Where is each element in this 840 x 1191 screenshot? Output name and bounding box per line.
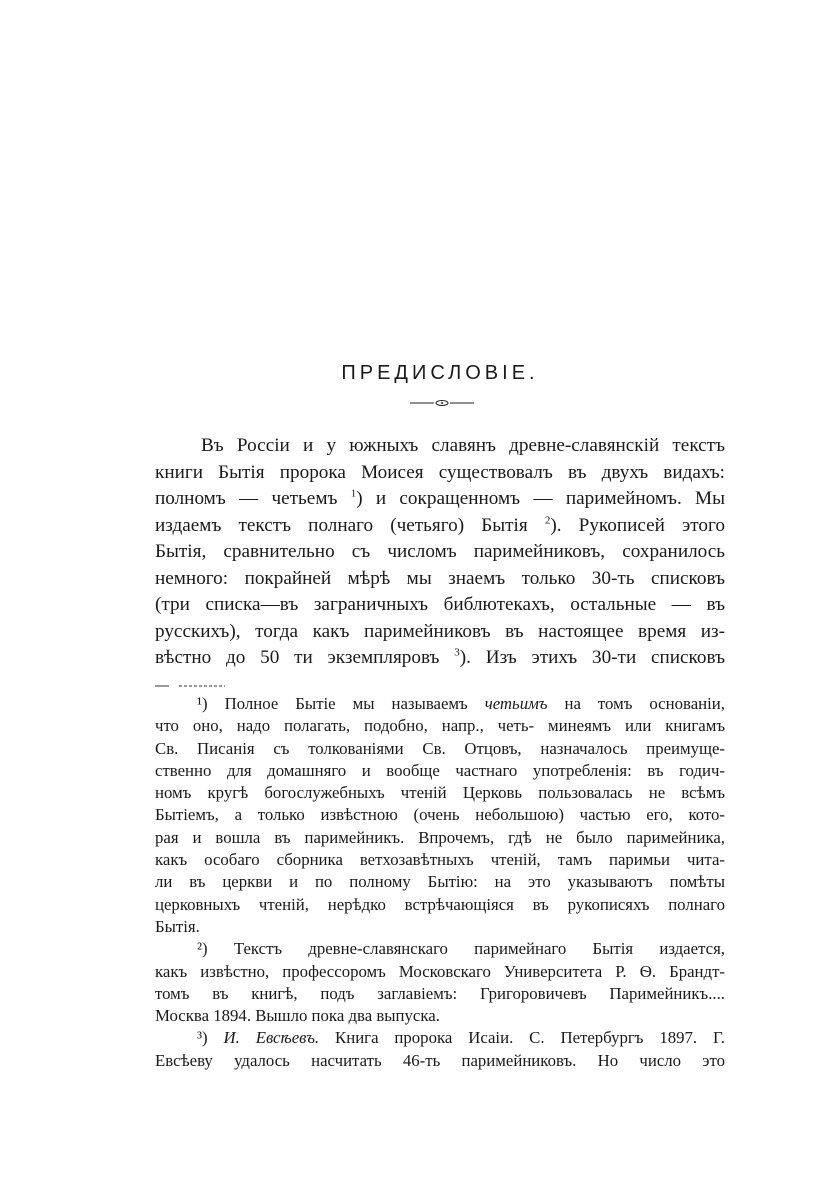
footnote-line: Евсѣеву удалось насчитать 46-ть паримейниковъ. Но число это: [155, 1050, 725, 1070]
page-heading: ПРЕДИСЛОВІЕ.: [341, 362, 539, 384]
footnote-ref: 3: [454, 646, 460, 659]
footnote-line: ²) Текстъ древне-славянскаго паримейнаго Бытія издается,: [197, 939, 725, 959]
text-line: полномъ — четьемъ $^1$) и сокращенномъ — паримейномъ. Мы: [155, 487, 726, 509]
text-line: Въ Россіи и у южныхъ славянъ древне-славянскій текстъ: [201, 435, 725, 456]
footnote-line: что оно, надо полагать, подобно, напр., четь- минеямъ или книгамъ: [155, 716, 725, 736]
text-line: (три списка—въ заграничныхъ библютекахъ, остальные — въ: [155, 594, 725, 615]
footnote-line: Св. Писанія съ толкованіями Св. Отцовъ, назначалось преимуще-: [155, 738, 725, 758]
footnote-line: какъ особаго сборника ветхозавѣтныхъ чтеній, тамъ паримьи чита-: [155, 850, 725, 870]
footnote-line: томъ въ книгѣ, подъ заглавіемъ: Григоровичевъ Паримейникъ....: [155, 983, 725, 1003]
footnotes: [155, 693, 725, 1072]
footnote-separator: [155, 683, 235, 689]
cited-author: И. Евсѣевъ.: [223, 1028, 320, 1048]
footnote-ref: 1: [350, 487, 357, 500]
main-text: [155, 433, 725, 672]
text-line: издаемъ текстъ полнаго (четьяго) Бытія $^2$). Рукописей этого: [155, 514, 725, 536]
footnote-line: номъ кругѣ богослужебныхъ чтеній Церковь пользовалась не всѣмъ: [155, 783, 725, 803]
text-line: вѣстно до 50 ти экземпляровъ $^3$). Изъ этихъ 30-ти списковъ: [155, 646, 726, 668]
footnote-line: ственно для домашняго и вообще частнаго употребленія: въ годич-: [155, 760, 725, 780]
text-line: немного: покрайней мѣрѣ мы знаемъ только 30-ть списковъ: [155, 567, 725, 589]
heading-ornament: [410, 398, 474, 408]
footnote-line: церковныхъ чтеній, нерѣдко встрѣчающіяся въ рукописяхъ полнаго: [155, 894, 725, 914]
footnote-line: Бытіемъ, а только извѣстною (очень небольшою) частью его, кото-: [155, 805, 725, 825]
footnote-line: ³) И. Евсѣевъ. Книга пророка Исаіи. С. Петербургъ 1897. Г.: [197, 1028, 725, 1048]
footnote-line: Москва 1894. Вышло пока два выпуска.: [155, 1006, 440, 1026]
footnote-ref: 2: [544, 514, 551, 527]
footnote-line: рая и вошла въ паримейникъ. Впрочемъ, гдѣ не было паримейника,: [155, 827, 725, 847]
footnote-line: ли въ церкви и по полному Бытію: на это указываютъ помѣты: [155, 872, 725, 892]
footnote-line: какъ извѣстно, профессоромъ Московскаго Университета Р. Ѳ. Брандт-: [155, 961, 725, 981]
text-line: русскихъ), тогда какъ паримейниковъ въ настоящее время из-: [155, 620, 725, 642]
text-line: Бытія, сравнительно съ числомъ паримейниковъ, сохранилось: [155, 541, 725, 562]
footnote-line: Бытія.: [155, 916, 200, 936]
footnote-line: ¹) Полное Бытіе мы называемъ четьимъ на томъ основаніи,: [197, 694, 725, 713]
text-line: книги Бытія пророка Моисея существовалъ въ двухъ видахъ:: [155, 461, 725, 483]
